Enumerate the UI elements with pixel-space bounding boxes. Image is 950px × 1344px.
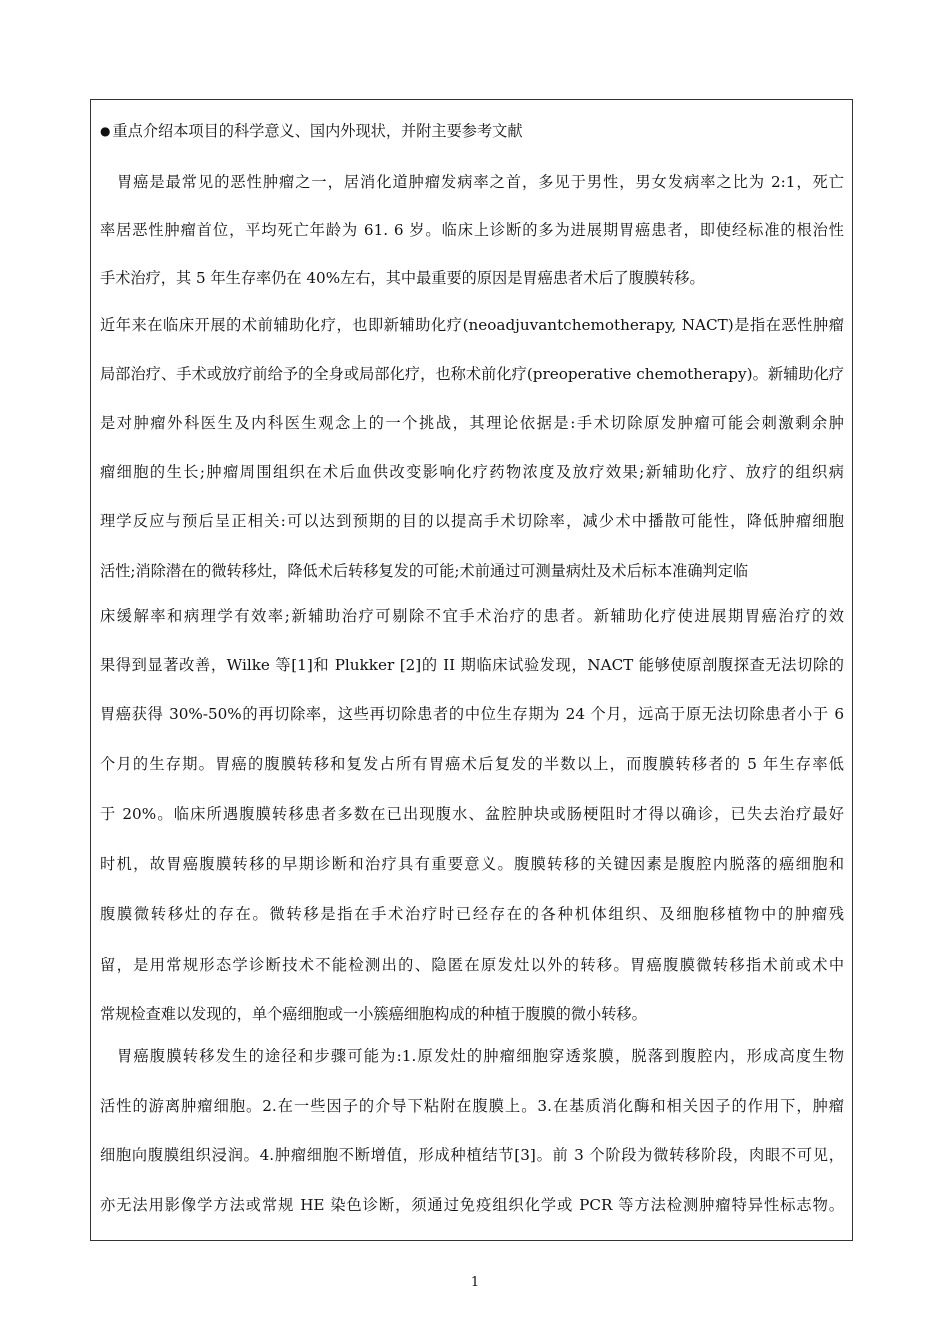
page-number: 1 [470,1275,480,1290]
paragraph-line: 理学反应与预后呈正相关:可以达到预期的目的以提高手术切除率，减少术中播散可能性，降低肿瘤细胞 [100,512,844,530]
section-prompt [100,121,523,141]
paragraph-line: 留，是用常规形态学诊断技术不能检测出的、隐匿在原发灶以外的转移。胃癌腹膜微转移指术前或术中 [100,956,844,974]
paragraph-line: 活性的游离肿瘤细胞。2.在一些因子的介导下粘附在腹膜上。3.在基质消化酶和相关因子的作用下，肿瘤 [100,1097,844,1115]
paragraph-line: 果得到显著改善，Wilke 等[1]和 Plukker [2]的 II 期临床试验发现，NACT 能够使原剖腹探查无法切除的 [100,656,844,674]
paragraph-line: 于 20%。临床所遇腹膜转移患者多数在已出现腹水、盆腔肿块或肠梗阻时才得以确诊，已失去治疗最好 [100,805,844,823]
paragraph-line: 是对肿瘤外科医生及内科医生观念上的一个挑战，其理论依据是:手术切除原发肿瘤可能会刺激剩余肿 [100,414,844,432]
paragraph-line: 瘤细胞的生长;肿瘤周围组织在术后血供改变影响化疗药物浓度及放疗效果;新辅助化疗、放疗的组织病 [100,463,844,481]
paragraph-line: 个月的生存期。胃癌的腹膜转移和复发占所有胃癌术后复发的半数以上，而腹膜转移者的 5 年生存率低 [100,755,844,773]
paragraph-line: 胃癌腹膜转移发生的途径和步骤可能为:1.原发灶的肿瘤细胞穿透浆膜，脱落到腹腔内，形成高度生物 [117,1047,844,1065]
paragraph-line: 胃癌是最常见的恶性肿瘤之一，居消化道肿瘤发病率之首，多见于男性，男女发病率之比为 2:1，死亡 [117,173,844,191]
bullet-icon: ● [100,124,111,138]
paragraph-line: 活性;消除潜在的微转移灶，降低术后转移复发的可能;术前通过可测量病灶及术后标本准确判定临 [100,562,749,580]
paragraph-line: 胃癌获得 30%-50%的再切除率，这些再切除患者的中位生存期为 24 个月，远高于原无法切除患者小于 6 [100,705,844,723]
paragraph-line: 手术治疗，其 5 年生存率仍在 40%左右，其中最重要的原因是胃癌患者术后了腹膜转移。 [100,269,705,287]
section-prompt-text: 重点介绍本项目的科学意义、国内外现状，并附主要参考文献 [112,122,523,140]
paragraph-line: 常规检查难以发现的，单个癌细胞或一小簇癌细胞构成的种植于腹膜的微小转移。 [100,1005,647,1023]
paragraph-line: 近年来在临床开展的术前辅助化疗，也即新辅助化疗(neoadjuvantchemotherapy, NACT)是指在恶性肿瘤 [100,316,844,334]
paragraph-line: 局部治疗、手术或放疗前给予的全身或局部化疗，也称术前化疗(preoperative chemotherapy)。新辅助化疗 [100,365,844,383]
paragraph-line: 细胞向腹膜组织浸润。4.肿瘤细胞不断增值，形成种植结节[3]。前 3 个阶段为微转移阶段，肉眼不可见， [100,1146,844,1164]
paragraph-line: 腹膜微转移灶的存在。微转移是指在手术治疗时已经存在的各种机体组织、及细胞移植物中的肿瘤残 [100,905,844,923]
paragraph-line: 率居恶性肿瘤首位，平均死亡年龄为 61. 6 岁。临床上诊断的多为进展期胃癌患者，即使经标准的根治性 [100,221,844,239]
paragraph-line: 床缓解率和病理学有效率;新辅助治疗可剔除不宜手术治疗的患者。新辅助化疗使进展期胃癌治疗的效 [100,607,844,625]
paragraph-line: 时机，故胃癌腹膜转移的早期诊断和治疗具有重要意义。腹膜转移的关键因素是腹腔内脱落的癌细胞和 [100,855,844,873]
paragraph-line: 亦无法用影像学方法或常规 HE 染色诊断，须通过免疫组织化学或 PCR 等方法检测肿瘤特异性标志物。 [100,1196,844,1214]
